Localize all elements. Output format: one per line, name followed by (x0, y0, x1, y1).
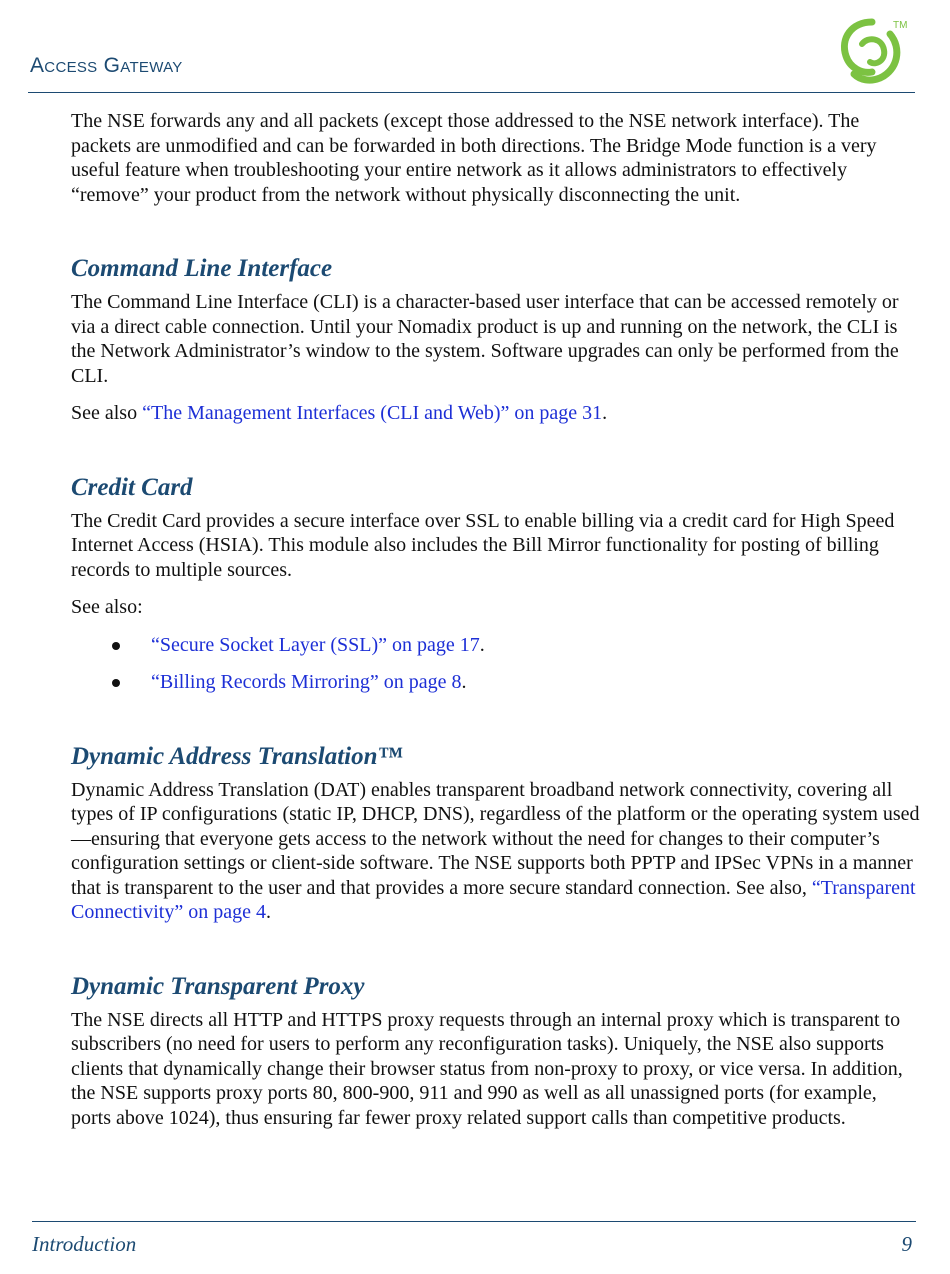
heading-dynamic-transparent-proxy: Dynamic Transparent Proxy (71, 972, 365, 1000)
link-secure-socket-layer[interactable]: “Secure Socket Layer (SSL)” on page 17 (151, 633, 480, 656)
logo-trademark: TM (893, 20, 908, 31)
header-title: Access Gateway (30, 54, 183, 77)
list-item: “Secure Socket Layer (SSL)” on page 17. (71, 633, 921, 658)
footer-section-name: Introduction (32, 1232, 137, 1256)
list-item: “Billing Records Mirroring” on page 8. (71, 670, 921, 695)
cli-see-also: See also “The Management Interfaces (CLI and Web)” on page 31. (71, 402, 608, 424)
dat-paragraph: Dynamic Address Translation (DAT) enables transparent broadband network connectivity, covering all types of IP configurations (static IP, DHCP, DNS), regardless of the platform or the operating system used—ensuring that everyone gets access to the network without the need for changes to their computer’s configuration settings or client-side software. The NSE supports both PPTP and IPSec VPNs in a manner that is transparent to the user and that provides a more secure standard connection. See also, “Transparent Connectivity” on page 4. (71, 778, 920, 923)
link-billing-records-mirroring[interactable]: “Billing Records Mirroring” on page 8 (151, 671, 462, 693)
heading-credit-card: Credit Card (71, 473, 193, 501)
cli-paragraph: The Command Line Interface (CLI) is a character-based user interface that can be accessed remotely or via a direct cable connection. Until your Nomadix product is up and running on the network, the CLI is the Network Administrator’s window to the system. Software upgrades can only be performed from the CLI. (71, 291, 899, 387)
link-transparent-connectivity[interactable]: “Transparent Connectivity” on page 4 (71, 876, 916, 923)
company-logo (832, 14, 912, 90)
bullet-icon (112, 642, 120, 650)
link-management-interfaces[interactable]: “The Management Interfaces (CLI and Web)” on page 31 (142, 402, 603, 424)
header-divider (28, 92, 915, 93)
page-number: 9 (901, 1232, 912, 1256)
footer-divider (32, 1221, 916, 1222)
heading-command-line-interface: Command Line Interface (71, 255, 333, 282)
credit-card-paragraph: The Credit Card provides a secure interface over SSL to enable billing via a credit card for High Speed Internet Access (HSIA). This module also includes the Bill Mirror functionality for posting of billing records to multiple sources. (71, 509, 895, 581)
page-content (71, 109, 921, 1130)
credit-card-see-also: See also: (71, 596, 143, 618)
heading-dynamic-address-translation: Dynamic Address Translation™ (71, 742, 403, 770)
credit-card-links-list (71, 633, 921, 695)
bullet-icon (112, 679, 120, 687)
dtp-paragraph: The NSE directs all HTTP and HTTPS proxy requests through an internal proxy which is transparent to subscribers (no need for users to perform any reconfiguration tasks). Uniquely, the NSE also supports clients that dynamically change their browser status from non-proxy to proxy, or vice versa. In addition, the NSE supports proxy ports 80, 800-900, 911 and 990 as well as all unassigned ports (for example, ports above 1024), thus ensuring far fewer proxy related support calls than competitive products. (71, 1008, 903, 1129)
intro-paragraph: The NSE forwards any and all packets (except those addressed to the NSE network interface). The packets are unmodified and can be forwarded in both directions. The Bridge Mode function is a very useful feature when troubleshooting your entire network as it allows administrators to effectively “remove” your product from the network without physically disconnecting the unit. (71, 110, 877, 206)
